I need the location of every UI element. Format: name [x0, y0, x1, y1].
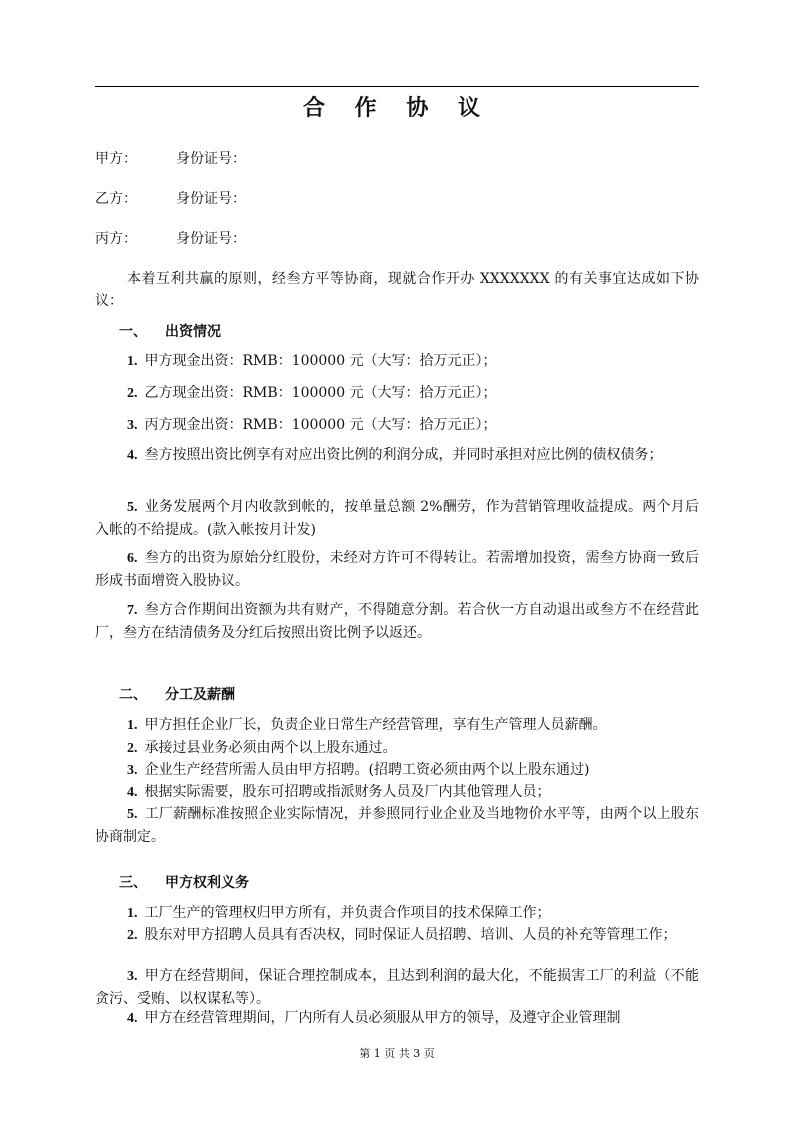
clause-text: 企业生产经营所需人员由甲方招聘。(招聘工资必须由两个以上股东通过) [144, 762, 590, 778]
clause-number: 4. [127, 1011, 138, 1026]
section-number: 二、 [119, 687, 147, 703]
party-id-label: 身份证号： [176, 231, 246, 247]
clause-text: 叁方合作期间出资额为共有财产，不得随意分割。若合伙一方自动退出或叁方不在经营此厂，叁方在结清债务及分红后按照出资比例予以返还。 [95, 602, 699, 641]
section-heading [119, 686, 235, 704]
party-line-c [95, 230, 246, 248]
clause-text: 工厂薪酬标准按照企业实际情况，并参照同行业企业及当地物价水平等，由两个以上股东协商制定。 [95, 806, 699, 845]
clause-item [95, 759, 699, 782]
clause-item [95, 444, 699, 467]
clause-item [95, 1007, 699, 1030]
party-name: 乙方： [95, 191, 137, 207]
party-name: 丙方： [95, 231, 137, 247]
clause-text: 叁方的出资为原始分红股份，未经对方许可不得转让。若需增加投资，需叁方协商一致后形成书面增资入股协议。 [95, 550, 699, 589]
header-rule [95, 86, 699, 87]
section-number: 三、 [119, 875, 147, 891]
party-name: 甲方： [95, 151, 137, 167]
party-id-label: 身份证号： [176, 151, 246, 167]
clause-item [95, 382, 699, 405]
clause-number: 7. [127, 603, 138, 618]
clause-text: 承接过县业务必须由两个以上股东通过。 [144, 740, 397, 756]
section-heading [119, 323, 221, 341]
document-title: 合 作 协 议 [303, 95, 491, 121]
clause-item [95, 350, 699, 373]
clause-number: 3. [127, 418, 138, 433]
section-number: 一、 [119, 324, 147, 340]
party-id-label: 身份证号： [176, 191, 246, 207]
clause-number: 5. [127, 807, 138, 822]
clause-item [95, 599, 699, 644]
clause-number: 1. [127, 718, 138, 733]
clause-item [95, 803, 699, 848]
clause-text: 甲方在经营期间，保证合理控制成本，且达到利润的最大化，不能损害工厂的利益（不能贪污、受贿、以权谋私等）。 [95, 968, 699, 1007]
page-footer: 第 1 页 共 3 页 [359, 1047, 435, 1060]
clause-item [95, 414, 699, 437]
clause-text: 叁方按照出资比例享有对应出资比例的利润分成，并同时承担对应比例的债权债务； [144, 447, 663, 463]
intro-paragraph: 本着互利共赢的原则，经叁方平等协商，现就合作开办 XXXXXXX 的有关事宜达成如下协议： [95, 271, 699, 309]
clause-text: 股东对甲方招聘人员具有否决权，同时保证人员招聘、培训、人员的补充等管理工作； [144, 927, 677, 943]
clause-number: 2. [127, 928, 138, 943]
clause-number: 2. [127, 741, 138, 756]
clause-number: 4. [127, 785, 138, 800]
clause-number: 1. [127, 906, 138, 921]
clause-text: 甲方担任企业厂长，负责企业日常生产经营管理，享有生产管理人员薪酬。 [144, 717, 607, 733]
clause-item [95, 965, 699, 1010]
clause-text: 丙方现金出资：RMB：100000 元（大写：拾万元正）； [144, 417, 497, 433]
section-heading [119, 874, 249, 892]
clause-text: 业务发展两个月内收款到帐的，按单量总额 2%酬劳，作为营销管理收益提成。两个月后入帐的不给提成。(款入帐按月计发) [95, 499, 699, 538]
section-title: 甲方权利义务 [165, 875, 249, 891]
clause-text: 乙方现金出资：RMB：100000 元（大写：拾万元正）； [144, 385, 497, 401]
clause-item [95, 924, 699, 947]
party-line-b [95, 190, 246, 208]
section-title: 出资情况 [165, 324, 221, 340]
section-title: 分工及薪酬 [165, 687, 235, 703]
clause-item [95, 547, 699, 592]
clause-number: 1. [127, 354, 138, 369]
clause-number: 3. [127, 969, 138, 984]
clause-text: 甲方在经营管理期间，厂内所有人员必须服从甲方的领导，及遵守企业管理制 [144, 1010, 621, 1026]
document-page [95, 0, 699, 1122]
clause-number: 4. [127, 448, 138, 463]
clause-item [95, 714, 699, 737]
party-line-a [95, 150, 246, 168]
clause-item [95, 737, 699, 760]
clause-item [95, 781, 699, 804]
clause-item [95, 496, 699, 541]
clause-number: 2. [127, 386, 138, 401]
clause-item [95, 902, 699, 925]
clause-number: 3. [127, 763, 138, 778]
clause-number: 5. [127, 500, 138, 515]
clause-text: 根据实际需要，股东可招聘或指派财务人员及厂内其他管理人员； [144, 784, 551, 800]
clause-text: 甲方现金出资：RMB：100000 元（大写：拾万元正）； [144, 353, 497, 369]
clause-text: 工厂生产的管理权归甲方所有，并负责合作项目的技术保障工作； [144, 905, 551, 921]
clause-number: 6. [127, 551, 138, 566]
